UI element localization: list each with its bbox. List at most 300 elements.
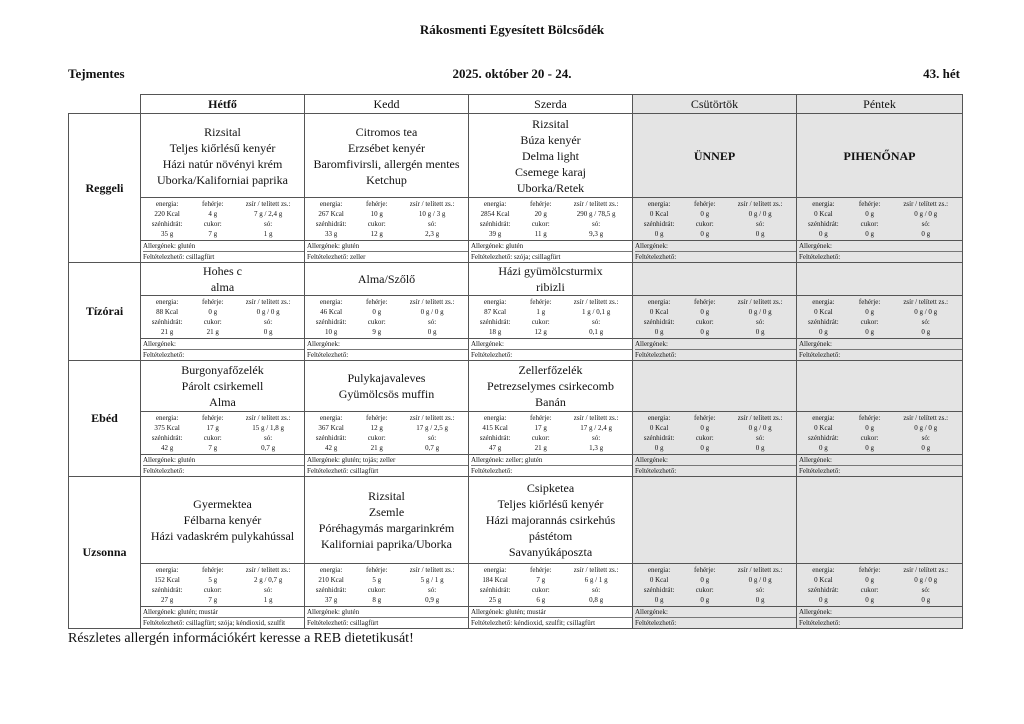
menu-item: Delma light [522, 148, 579, 163]
menu-item: Alma/Szőlő [357, 272, 416, 286]
possible-line [307, 350, 468, 360]
menu-cell [469, 263, 633, 296]
allergens-label: Allergének: [635, 608, 668, 616]
nutrition-value: 5 g [372, 576, 382, 584]
allergen-cell [633, 455, 797, 477]
possible-value: csillagfürt [349, 467, 379, 475]
nutrition-cell [633, 412, 797, 455]
allergen-cell [141, 339, 305, 361]
nutrition-value: 12 g [370, 230, 383, 238]
nutrition-label: szénhidrát: [315, 220, 347, 228]
allergens-line [635, 455, 796, 466]
allergens-label: Allergének: [307, 456, 340, 464]
menu-item: Uborka/Kaliforniai paprika [157, 172, 288, 187]
nutrition-cell [469, 296, 633, 339]
nutrition-value: 0 g [208, 308, 218, 316]
nutrition-value: 7 g [208, 230, 218, 238]
nutrition-value: 152 Kcal [154, 576, 180, 584]
nutrition-label: fehérje: [530, 200, 552, 208]
nutrition-value: 0 g [819, 444, 828, 452]
nutrition-label: cukor: [203, 220, 222, 228]
menu-item: Petrezselymes csirkecomb [487, 379, 614, 393]
possible-label: Feltételezhető: [635, 253, 677, 261]
possible-line [635, 466, 796, 476]
nutrition-value: 87 Kcal [484, 308, 507, 316]
possible-line [799, 252, 962, 262]
nutrition-label: cukor: [531, 434, 550, 442]
menu-item: Búza kenyér [520, 132, 581, 147]
allergens-line [635, 339, 796, 350]
nutrition-cell [797, 296, 963, 339]
nutrition-label: só: [264, 434, 273, 442]
nutrition-value: 0,7 g [261, 444, 276, 452]
nutrition-value: 21 g [206, 328, 219, 336]
nutrition-label: só: [921, 586, 930, 594]
allergens-line [799, 339, 962, 350]
nutrition-value: 6 g [536, 596, 546, 604]
nutrition-cell [305, 412, 469, 455]
allergens-label: Allergének: [471, 242, 504, 250]
menu-item: Uborka/Retek [516, 180, 585, 195]
allergen-cell [469, 455, 633, 477]
nutrition-label: energia: [155, 200, 179, 208]
nutrition-value: 0 g [700, 424, 710, 432]
nutrition-label: fehérje: [694, 200, 716, 208]
menu-item: Rizsital [532, 116, 569, 131]
nutrition-value: 0 g [263, 328, 273, 336]
allergens-label: Allergének: [307, 242, 340, 250]
possible-line [307, 466, 468, 476]
nutrition-label: szénhidrát: [808, 434, 839, 442]
nutrition-label: szénhidrát: [315, 434, 347, 442]
header-row [69, 95, 963, 114]
allergens-line [307, 241, 468, 252]
nutrition-value: 0 g [865, 308, 874, 316]
nutrition-label: zsír / telített zs.: [573, 200, 619, 208]
menu-cell [141, 263, 305, 296]
allergens-label: Allergének: [307, 340, 340, 348]
nutrition-value: 21 g [160, 328, 174, 336]
possible-line [799, 466, 962, 476]
possible-label: Feltételezhető: [471, 253, 513, 261]
allergens-label: Allergének: [799, 456, 832, 464]
menu-cell [305, 114, 469, 198]
menu-item: Teljes kiőrlésű kenyér [497, 497, 604, 511]
nutrition-label: só: [592, 586, 601, 594]
nutrition-label: só: [428, 586, 437, 594]
nutrition-label: fehérje: [202, 414, 224, 422]
allergen-row [69, 241, 963, 263]
menu-cell [305, 263, 469, 296]
nutrition-label: szénhidrát: [808, 586, 839, 594]
nutrition-value: 1 g [536, 308, 546, 316]
nutrition-label: szénhidrát: [315, 586, 347, 594]
nutrition-value: 0,7 g [425, 444, 440, 452]
nutrition-row [69, 564, 963, 607]
menu-item: Házi majorannás csirkehús [485, 513, 616, 527]
nutrition-label: fehérje: [366, 566, 388, 574]
nutrition-label: zsír / telített zs.: [573, 566, 619, 574]
menu-table [68, 94, 963, 629]
menu-cell [141, 114, 305, 198]
nutrition-value: 210 Kcal [318, 576, 344, 584]
nutrition-label: zsír / telített zs.: [573, 414, 619, 422]
allergens-line [143, 241, 304, 252]
nutrition-label: szénhidrát: [479, 586, 511, 594]
nutrition-value: 2,3 g [425, 230, 440, 238]
nutrition-value: 0 g [819, 328, 828, 336]
menu-item: Házi vadaskrém pulykahússal [150, 529, 295, 543]
nutrition-value: 25 g [488, 596, 502, 604]
nutrition-label: zsír / telített zs.: [245, 200, 291, 208]
nutrition-value: 12 g [534, 328, 547, 336]
nutrition-value: 46 Kcal [320, 308, 343, 316]
possible-line [471, 350, 632, 360]
nutrition-label: fehérje: [694, 298, 716, 306]
nutrition-label: fehérje: [530, 414, 552, 422]
nutrition-label: cukor: [860, 318, 879, 326]
nutrition-label: só: [264, 318, 273, 326]
allergens-line [143, 455, 304, 466]
nutrition-value: 0 g / 0 g [748, 424, 772, 432]
allergens-line [799, 455, 962, 466]
nutrition-value: 0 g [755, 596, 765, 604]
nutrition-label: zsír / telített zs.: [903, 414, 949, 422]
menu-item: Savanyúkáposzta [508, 545, 593, 559]
nutrition-cell [469, 198, 633, 241]
nutrition-value: 0 g [865, 596, 874, 604]
nutrition-label: zsír / telített zs.: [409, 566, 455, 574]
nutrition-label: zsír / telített zs.: [737, 200, 783, 208]
day-header: Kedd [305, 95, 469, 114]
nutrition-value: 10 g / 3 g [418, 210, 446, 218]
nutrition-value: 33 g [324, 230, 338, 238]
menu-container [68, 94, 968, 647]
allergen-cell [141, 607, 305, 629]
possible-value: szója; csillagfürt [513, 253, 561, 261]
nutrition-value: 17 g [206, 424, 219, 432]
nutrition-label: energia: [319, 566, 343, 574]
nutrition-label: energia: [319, 200, 343, 208]
allergen-row [69, 455, 963, 477]
nutrition-value: 7 g [208, 444, 218, 452]
allergens-value: glutén; mustár [505, 608, 546, 616]
possible-label: Feltételezhető: [471, 619, 513, 627]
nutrition-value: 5 g / 1 g [420, 576, 444, 584]
allergens-line [799, 241, 962, 252]
nutrition-label: só: [264, 220, 273, 228]
nutrition-cell [141, 198, 305, 241]
allergens-value: glutén [177, 242, 196, 250]
nutrition-label: só: [428, 318, 437, 326]
nutrition-value: 0 g [654, 444, 664, 452]
allergens-line [143, 339, 304, 350]
allergen-cell [305, 339, 469, 361]
possible-label: Feltételezhető: [799, 351, 841, 359]
allergen-cell [797, 607, 963, 629]
nutrition-cell [633, 296, 797, 339]
nutrition-value: 0 g / 0 g [748, 576, 772, 584]
menu-cell [797, 477, 963, 564]
menu-cell [469, 477, 633, 564]
allergens-label: Allergének: [143, 608, 176, 616]
allergens-label: Allergének: [471, 608, 504, 616]
nutrition-label: energia: [483, 200, 507, 208]
nutrition-value: 2 g / 0,7 g [254, 576, 283, 584]
nutrition-label: só: [921, 220, 930, 228]
allergens-value: zeller; glutén [505, 456, 543, 464]
nutrition-value: 184 Kcal [482, 576, 508, 584]
possible-line [143, 618, 304, 628]
allergen-cell [469, 339, 633, 361]
nutrition-label: cukor: [531, 586, 550, 594]
nutrition-value: 17 g / 2,4 g [580, 424, 612, 432]
menu-item: Rizsital [368, 489, 405, 503]
nutrition-label: zsír / telített zs.: [409, 414, 455, 422]
nutrition-label: zsír / telített zs.: [245, 566, 291, 574]
menu-item: Gyümölcsös muffin [338, 387, 435, 401]
menu-row [69, 361, 963, 412]
nutrition-label: energia: [647, 298, 671, 306]
nutrition-value: 4 g [208, 210, 218, 218]
nutrition-value: 0 g [700, 596, 710, 604]
nutrition-label: só: [756, 586, 765, 594]
nutrition-label: zsír / telített zs.: [409, 298, 455, 306]
nutrition-value: 1 g / 0,1 g [582, 308, 611, 316]
menu-row [69, 263, 963, 296]
nutrition-value: 0 g [700, 210, 710, 218]
nutrition-value: 15 g / 1,8 g [252, 424, 284, 432]
nutrition-value: 0 g [700, 230, 710, 238]
nutrition-label: cukor: [531, 318, 550, 326]
allergens-label: Allergének: [143, 242, 176, 250]
possible-line [635, 618, 796, 628]
nutrition-label: energia: [483, 566, 507, 574]
nutrition-value: 17 g / 2,5 g [416, 424, 448, 432]
menu-item: Csipketea [526, 481, 575, 495]
possible-line [635, 252, 796, 262]
nutrition-value: 10 g [324, 328, 338, 336]
allergens-line [143, 607, 304, 618]
nutrition-value: 375 Kcal [154, 424, 180, 432]
allergens-value: glutén [341, 242, 360, 250]
nutrition-row [69, 296, 963, 339]
nutrition-label: fehérje: [530, 566, 552, 574]
nutrition-value: 0 g [700, 308, 710, 316]
nutrition-value: 0 g [372, 308, 382, 316]
nutrition-label: zsír / telített zs.: [737, 298, 783, 306]
nutrition-value: 1 g [263, 596, 273, 604]
nutrition-value: 0 g [755, 328, 765, 336]
nutrition-value: 42 g [160, 444, 174, 452]
menu-item: Póréhagymás margarinkrém [318, 521, 455, 535]
nutrition-value: 18 g [488, 328, 502, 336]
menu-item: alma [210, 280, 235, 294]
nutrition-value: 220 Kcal [154, 210, 180, 218]
nutrition-cell [305, 198, 469, 241]
nutrition-label: só: [756, 318, 765, 326]
nutrition-value: 0 g / 0 g [748, 210, 772, 218]
menu-row [69, 114, 963, 198]
nutrition-label: energia: [155, 414, 179, 422]
nutrition-value: 415 Kcal [482, 424, 508, 432]
nutrition-value: 21 g [370, 444, 383, 452]
menu-item: Baromfivirsli, allergén mentes [313, 156, 460, 171]
nutrition-label: szénhidrát: [643, 434, 675, 442]
nutrition-value: 39 g [488, 230, 502, 238]
menu-item: Kaliforniai paprika/Uborka [321, 537, 452, 551]
nutrition-label: fehérje: [858, 566, 881, 574]
nutrition-label: szénhidrát: [479, 434, 511, 442]
nutrition-value: 0 g [654, 328, 664, 336]
nutrition-value: 0 g [865, 444, 874, 452]
nutrition-label: zsír / telített zs.: [409, 200, 455, 208]
nutrition-label: szénhidrát: [479, 220, 511, 228]
nutrition-cell [305, 296, 469, 339]
nutrition-value: 10 g [370, 210, 383, 218]
nutrition-label: cukor: [531, 220, 550, 228]
nutrition-label: só: [756, 220, 765, 228]
possible-label: Feltételezhető: [799, 619, 841, 627]
menu-item: Alma [209, 395, 236, 409]
menu-item: pástétom [528, 529, 573, 543]
nutrition-label: zsír / telített zs.: [903, 298, 949, 306]
date-range: 2025. október 20 - 24. [452, 66, 572, 81]
menu-cell [633, 361, 797, 412]
nutrition-value: 2854 Kcal [480, 210, 510, 218]
possible-label: Feltételezhető: [799, 467, 841, 475]
day-header: Péntek [797, 95, 963, 114]
menu-item: Félbarna kenyér [183, 513, 262, 527]
allergens-line [307, 455, 468, 466]
allergens-line [635, 607, 796, 618]
nutrition-label: cukor: [860, 434, 879, 442]
nutrition-label: fehérje: [202, 200, 224, 208]
possible-value: csillagfürt [185, 253, 215, 261]
allergen-cell [633, 241, 797, 263]
nutrition-value: 0 g [654, 230, 664, 238]
allergens-label: Allergének: [635, 340, 668, 348]
nutrition-value: 0 Kcal [814, 576, 833, 584]
menu-item: Zsemle [368, 505, 405, 519]
allergens-label: Allergének: [635, 456, 668, 464]
nutrition-label: fehérje: [366, 414, 388, 422]
nutrition-label: zsír / telített zs.: [903, 200, 949, 208]
nutrition-label: szénhidrát: [151, 434, 183, 442]
nutrition-label: energia: [647, 566, 671, 574]
allergen-cell [633, 339, 797, 361]
nutrition-label: cukor: [203, 434, 222, 442]
nutrition-value: 0 Kcal [649, 576, 669, 584]
allergens-line [307, 339, 468, 350]
possible-label: Feltételezhető: [143, 619, 185, 627]
nutrition-value: 47 g [488, 444, 502, 452]
nutrition-label: energia: [483, 414, 507, 422]
day-header: Szerda [469, 95, 633, 114]
allergens-line [471, 607, 632, 618]
nutrition-value: 0 g / 0 g [914, 308, 938, 316]
nutrition-label: fehérje: [694, 414, 716, 422]
nutrition-value: 0 g / 0 g [420, 308, 444, 316]
menu-cell [633, 477, 797, 564]
menu-cell [305, 477, 469, 564]
menu-item: Teljes kiőrlésű kenyér [169, 140, 276, 155]
allergens-value: glutén; tojás; zeller [341, 456, 396, 464]
possible-label: Feltételezhető: [471, 467, 513, 475]
menu-item: Ketchup [366, 172, 407, 187]
nutrition-label: energia: [812, 200, 835, 208]
possible-label: Feltételezhető: [143, 351, 185, 359]
nutrition-value: 0 Kcal [814, 424, 833, 432]
menu-item: Hohes c [203, 264, 242, 278]
nutrition-label: fehérje: [694, 566, 716, 574]
nutrition-label: szénhidrát: [808, 220, 839, 228]
possible-line [799, 350, 962, 360]
nutrition-value: 0 g [427, 328, 437, 336]
footer-note: Részletes allergén információkért keresse a REB dietetikusát! [68, 631, 414, 646]
nutrition-cell [141, 564, 305, 607]
nutrition-label: cukor: [695, 586, 714, 594]
menu-cell [141, 361, 305, 412]
nutrition-cell [633, 564, 797, 607]
day-header: Csütörtök [633, 95, 797, 114]
nutrition-label: energia: [647, 414, 671, 422]
nutrition-cell [797, 564, 963, 607]
nutrition-value: 1,3 g [589, 444, 604, 452]
allergen-row [69, 339, 963, 361]
nutrition-value: 88 Kcal [156, 308, 179, 316]
nutrition-label: energia: [155, 298, 179, 306]
possible-label: Feltételezhető: [471, 351, 513, 359]
nutrition-value: 17 g [534, 424, 547, 432]
nutrition-label: cukor: [367, 318, 386, 326]
possible-value: csillagfürt; szója; kéndioxid, szulfit [185, 619, 286, 627]
nutrition-value: 0 g [865, 230, 874, 238]
institution-title: Rákosmenti Egyesített Bölcsődék [419, 22, 605, 37]
nutrition-label: só: [921, 434, 930, 442]
allergen-cell [633, 607, 797, 629]
nutrition-label: cukor: [367, 586, 386, 594]
possible-line [635, 350, 796, 360]
nutrition-value: 21 g [534, 444, 547, 452]
nutrition-label: energia: [319, 298, 343, 306]
menu-item: Párolt csirkemell [181, 379, 264, 393]
nutrition-value: 0 g [921, 230, 931, 238]
nutrition-value: 12 g [370, 424, 383, 432]
nutrition-value: 0 Kcal [649, 308, 669, 316]
nutrition-label: cukor: [860, 220, 879, 228]
possible-line [143, 252, 304, 262]
possible-label: Feltételezhető: [143, 253, 185, 261]
possible-label: Feltételezhető: [307, 351, 349, 359]
nutrition-label: zsír / telített zs.: [245, 414, 291, 422]
menu-cell [633, 263, 797, 296]
nutrition-value: 37 g [324, 596, 338, 604]
nutrition-value: 0 g [865, 210, 874, 218]
nutrition-label: fehérje: [858, 414, 881, 422]
nutrition-value: 6 g / 1 g [584, 576, 608, 584]
nutrition-value: 27 g [160, 596, 174, 604]
menu-item: Házi gyümölcsturmix [498, 264, 603, 278]
nutrition-label: fehérje: [366, 200, 388, 208]
nutrition-value: 290 g / 78,5 g [576, 210, 616, 218]
allergen-cell [797, 241, 963, 263]
allergen-row [69, 607, 963, 629]
diet-label: Tejmentes [68, 66, 125, 81]
nutrition-label: só: [592, 318, 601, 326]
allergen-cell [305, 241, 469, 263]
nutrition-label: só: [592, 220, 601, 228]
